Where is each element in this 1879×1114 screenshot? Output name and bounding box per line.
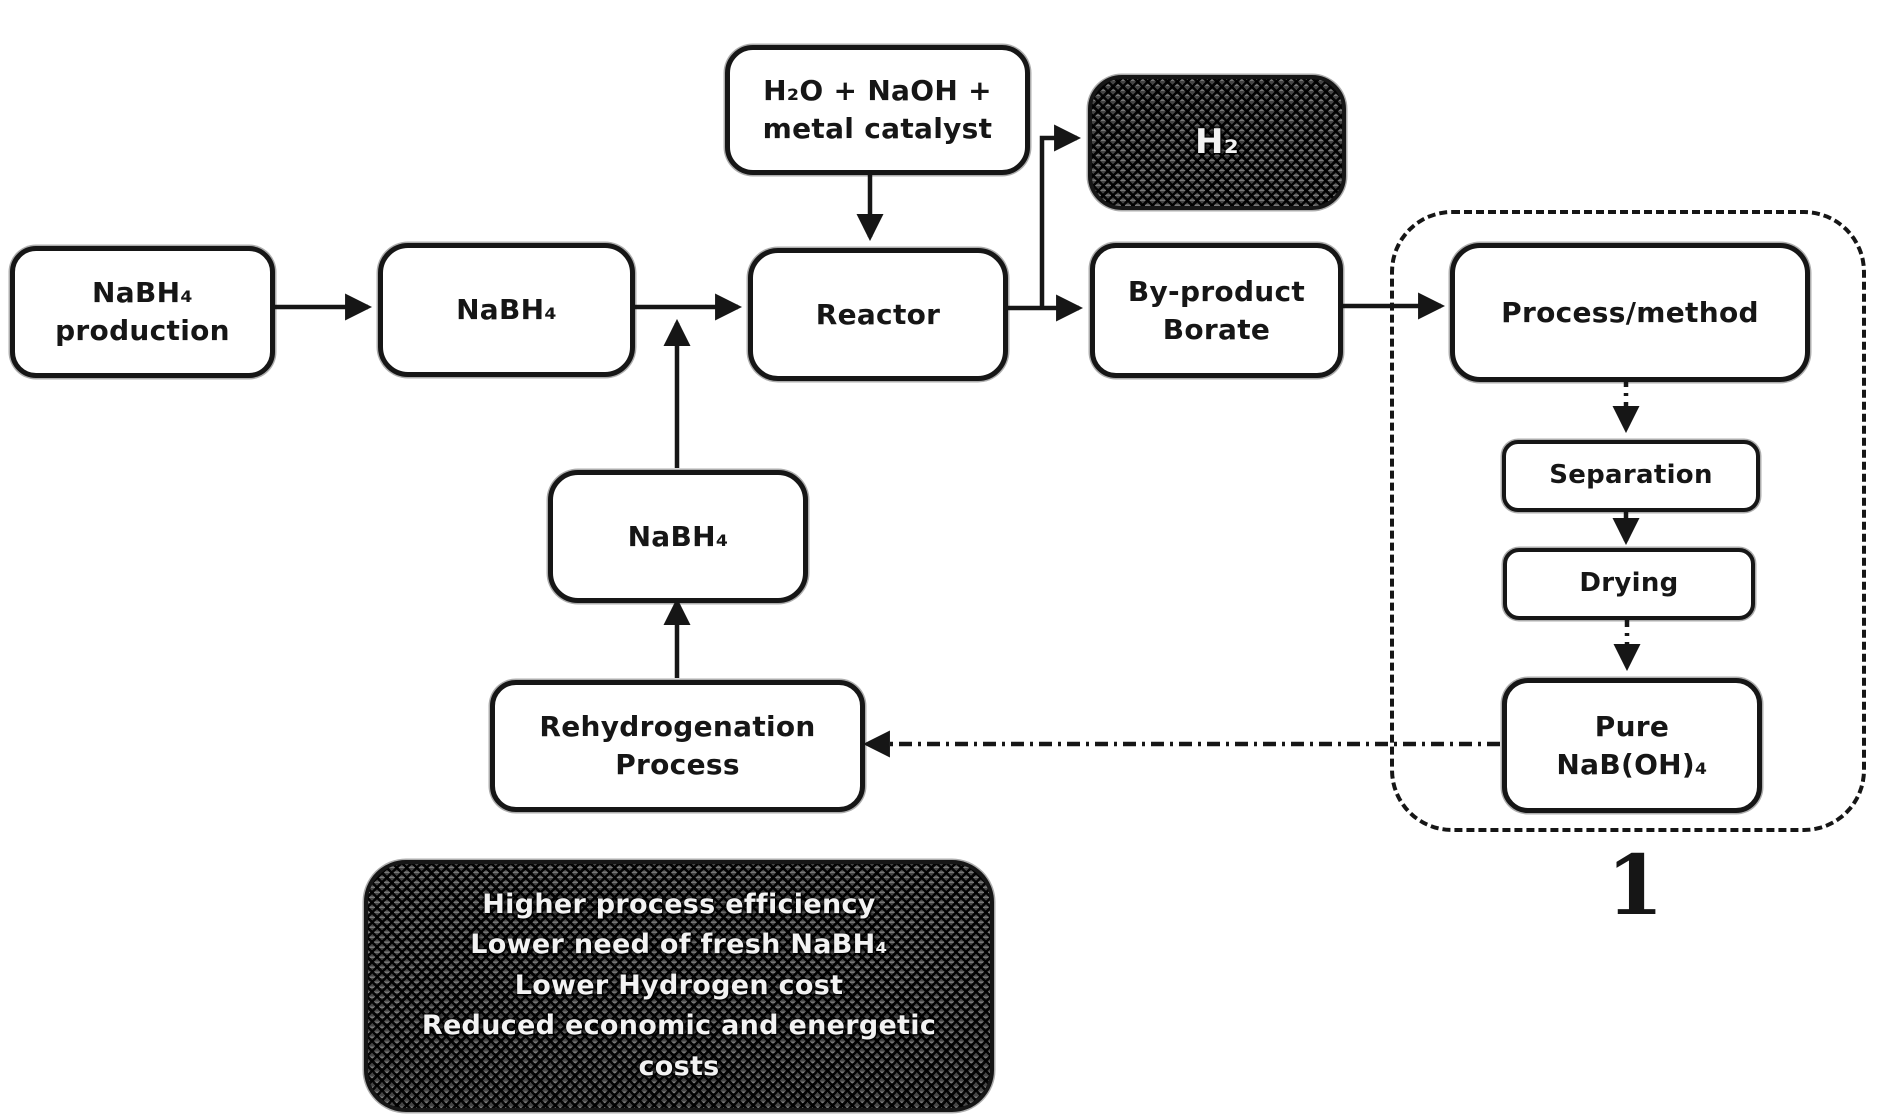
node-pure-naboh4: Pure NaB(OH)₄ — [1502, 678, 1762, 813]
node-nabh4-production: NaBH₄ production — [10, 246, 275, 378]
node-nabh4-feed: NaBH₄ — [378, 243, 635, 377]
node-drying: Drying — [1503, 548, 1755, 620]
figure-number: 1 — [1606, 838, 1664, 934]
node-rehydrogenation: Rehydrogenation Process — [490, 680, 865, 812]
node-nabh4-recycled: NaBH₄ — [548, 470, 808, 603]
node-process-method: Process/method — [1450, 243, 1810, 382]
arrow-reactor-to-h2 — [1042, 138, 1077, 308]
node-reactor: Reactor — [748, 248, 1008, 381]
benefits-callout: Higher process efficiency Lower need of fresh NaBH₄ Lower Hydrogen cost Reduced economic and energetic costs — [364, 860, 994, 1112]
node-h2-product: H₂ — [1088, 75, 1346, 210]
node-separation: Separation — [1502, 440, 1760, 512]
node-catalyst-input: H₂O + NaOH + metal catalyst — [725, 45, 1030, 175]
node-byproduct-borate: By-product Borate — [1090, 243, 1343, 378]
